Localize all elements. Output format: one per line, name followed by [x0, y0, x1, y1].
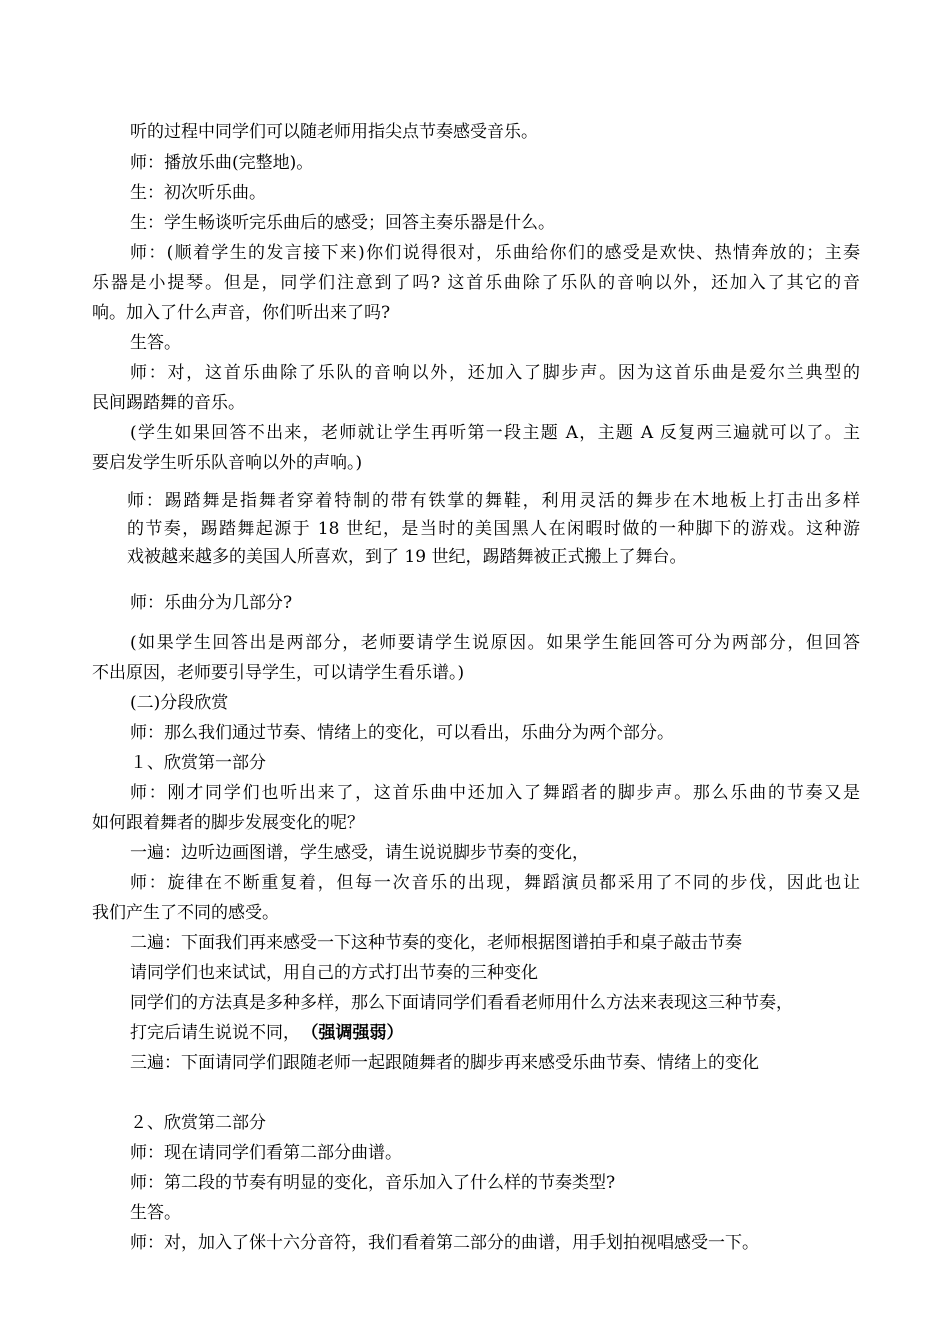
- text-line: (学生如果回答不出来，老师就让学生再听第一段主题 A，主题 A 反复两三遍就可以了。主: [130, 423, 860, 443]
- section-heading: ２、欣赏第二部分: [130, 1113, 266, 1133]
- text-line: 生答。: [130, 333, 181, 353]
- text-line: 要启发学生听乐队音响以外的声响。): [92, 453, 363, 473]
- text-line: 民间踢踏舞的音乐。: [92, 393, 245, 413]
- text-line: 师：(顺着学生的发言接下来)你们说得很对，乐曲给你们的感受是欢快、热情奔放的；主奏: [130, 243, 860, 263]
- text-line-start: 打完后请生说说不同，: [130, 1023, 300, 1043]
- text-line: 请同学们也来试试，用自己的方式打出节奏的三种变化: [130, 963, 538, 983]
- text-line: 师：播放乐曲(完整地)。: [130, 153, 314, 173]
- text-line: 不出原因，老师要引导学生，可以请学生看乐谱。): [92, 663, 465, 683]
- text-line: 听的过程中同学们可以随老师用指尖点节奏感受音乐。: [130, 122, 538, 142]
- section-heading: (二)分段欣赏: [130, 693, 229, 713]
- text-line: 响。加入了什么声音，你们听出来了吗?: [92, 303, 391, 323]
- text-line: (如果学生回答出是两部分，老师要请学生说原因。如果学生能回答可分为两部分，但回答: [130, 633, 860, 653]
- text-line: 师：对，这首乐曲除了乐队的音响以外，还加入了脚步声。因为这首乐曲是爱尔兰典型的: [130, 363, 860, 383]
- text-line: 生答。: [130, 1203, 181, 1223]
- text-line: 三遍：下面请同学们跟随老师一起跟随舞者的脚步再来感受乐曲节奏、情绪上的变化: [130, 1053, 759, 1073]
- text-line: [130, 1022, 404, 1044]
- text-line: 师：踢踏舞是指舞者穿着特制的带有铁掌的舞鞋，利用灵活的舞步在木地板上打击出多样: [127, 491, 860, 511]
- text-line: 如何跟着舞者的脚步发展变化的呢？: [92, 813, 364, 833]
- section-heading: １、欣赏第一部分: [130, 753, 266, 773]
- text-line: 师：现在请同学们看第二部分曲谱。: [130, 1143, 402, 1163]
- text-line: 同学们的方法真是多种多样，那么下面请同学们看看老师用什么方法来表现这三种节奏，: [130, 993, 793, 1013]
- text-line: 我们产生了不同的感受。: [92, 903, 279, 923]
- text-line: 师：旋律在不断重复着，但每一次音乐的出现，舞蹈演员都采用了不同的步伐，因此也让: [130, 873, 860, 893]
- text-line: 戏被越来越多的美国人所喜欢，到了 19 世纪，踢踏舞被正式搬上了舞台。: [127, 547, 687, 567]
- text-line: 的节奏，踢踏舞起源于 18 世纪，是当时的美国黑人在闲暇时做的一种脚下的游戏。这种游: [127, 519, 860, 539]
- emphasis-text: （强调强弱）: [310, 1023, 404, 1043]
- text-line: 师：刚才同学们也听出来了，这首乐曲中还加入了舞蹈者的脚步声。那么乐曲的节奏又是: [130, 783, 860, 803]
- text-line: 一遍：边听边画图谱，学生感受，请生说说脚步节奏的变化，: [130, 843, 589, 863]
- text-line: 师：对，加入了侎十六分音符，我们看着第二部分的曲谱，用手划拍视唱感受一下。: [130, 1233, 759, 1253]
- text-line: 师：那么我们通过节奏、情绪上的变化，可以看出，乐曲分为两个部分。: [130, 723, 674, 743]
- text-line: 师：第二段的节奏有明显的变化，音乐加入了什么样的节奏类型?: [130, 1173, 616, 1193]
- text-line: 师：乐曲分为几部分?: [130, 593, 293, 613]
- text-line: 二遍：下面我们再来感受一下这种节奏的变化，老师根据图谱拍手和桌子敲击节奏: [130, 933, 742, 953]
- text-line: 乐器是小提琴。但是，同学们注意到了吗? 这首乐曲除了乐队的音响以外，还加入了其它的音: [92, 273, 860, 293]
- text-line: 生：学生畅谈听完乐曲后的感受；回答主奏乐器是什么。: [130, 213, 555, 233]
- text-line: 生：初次听乐曲。: [130, 183, 266, 203]
